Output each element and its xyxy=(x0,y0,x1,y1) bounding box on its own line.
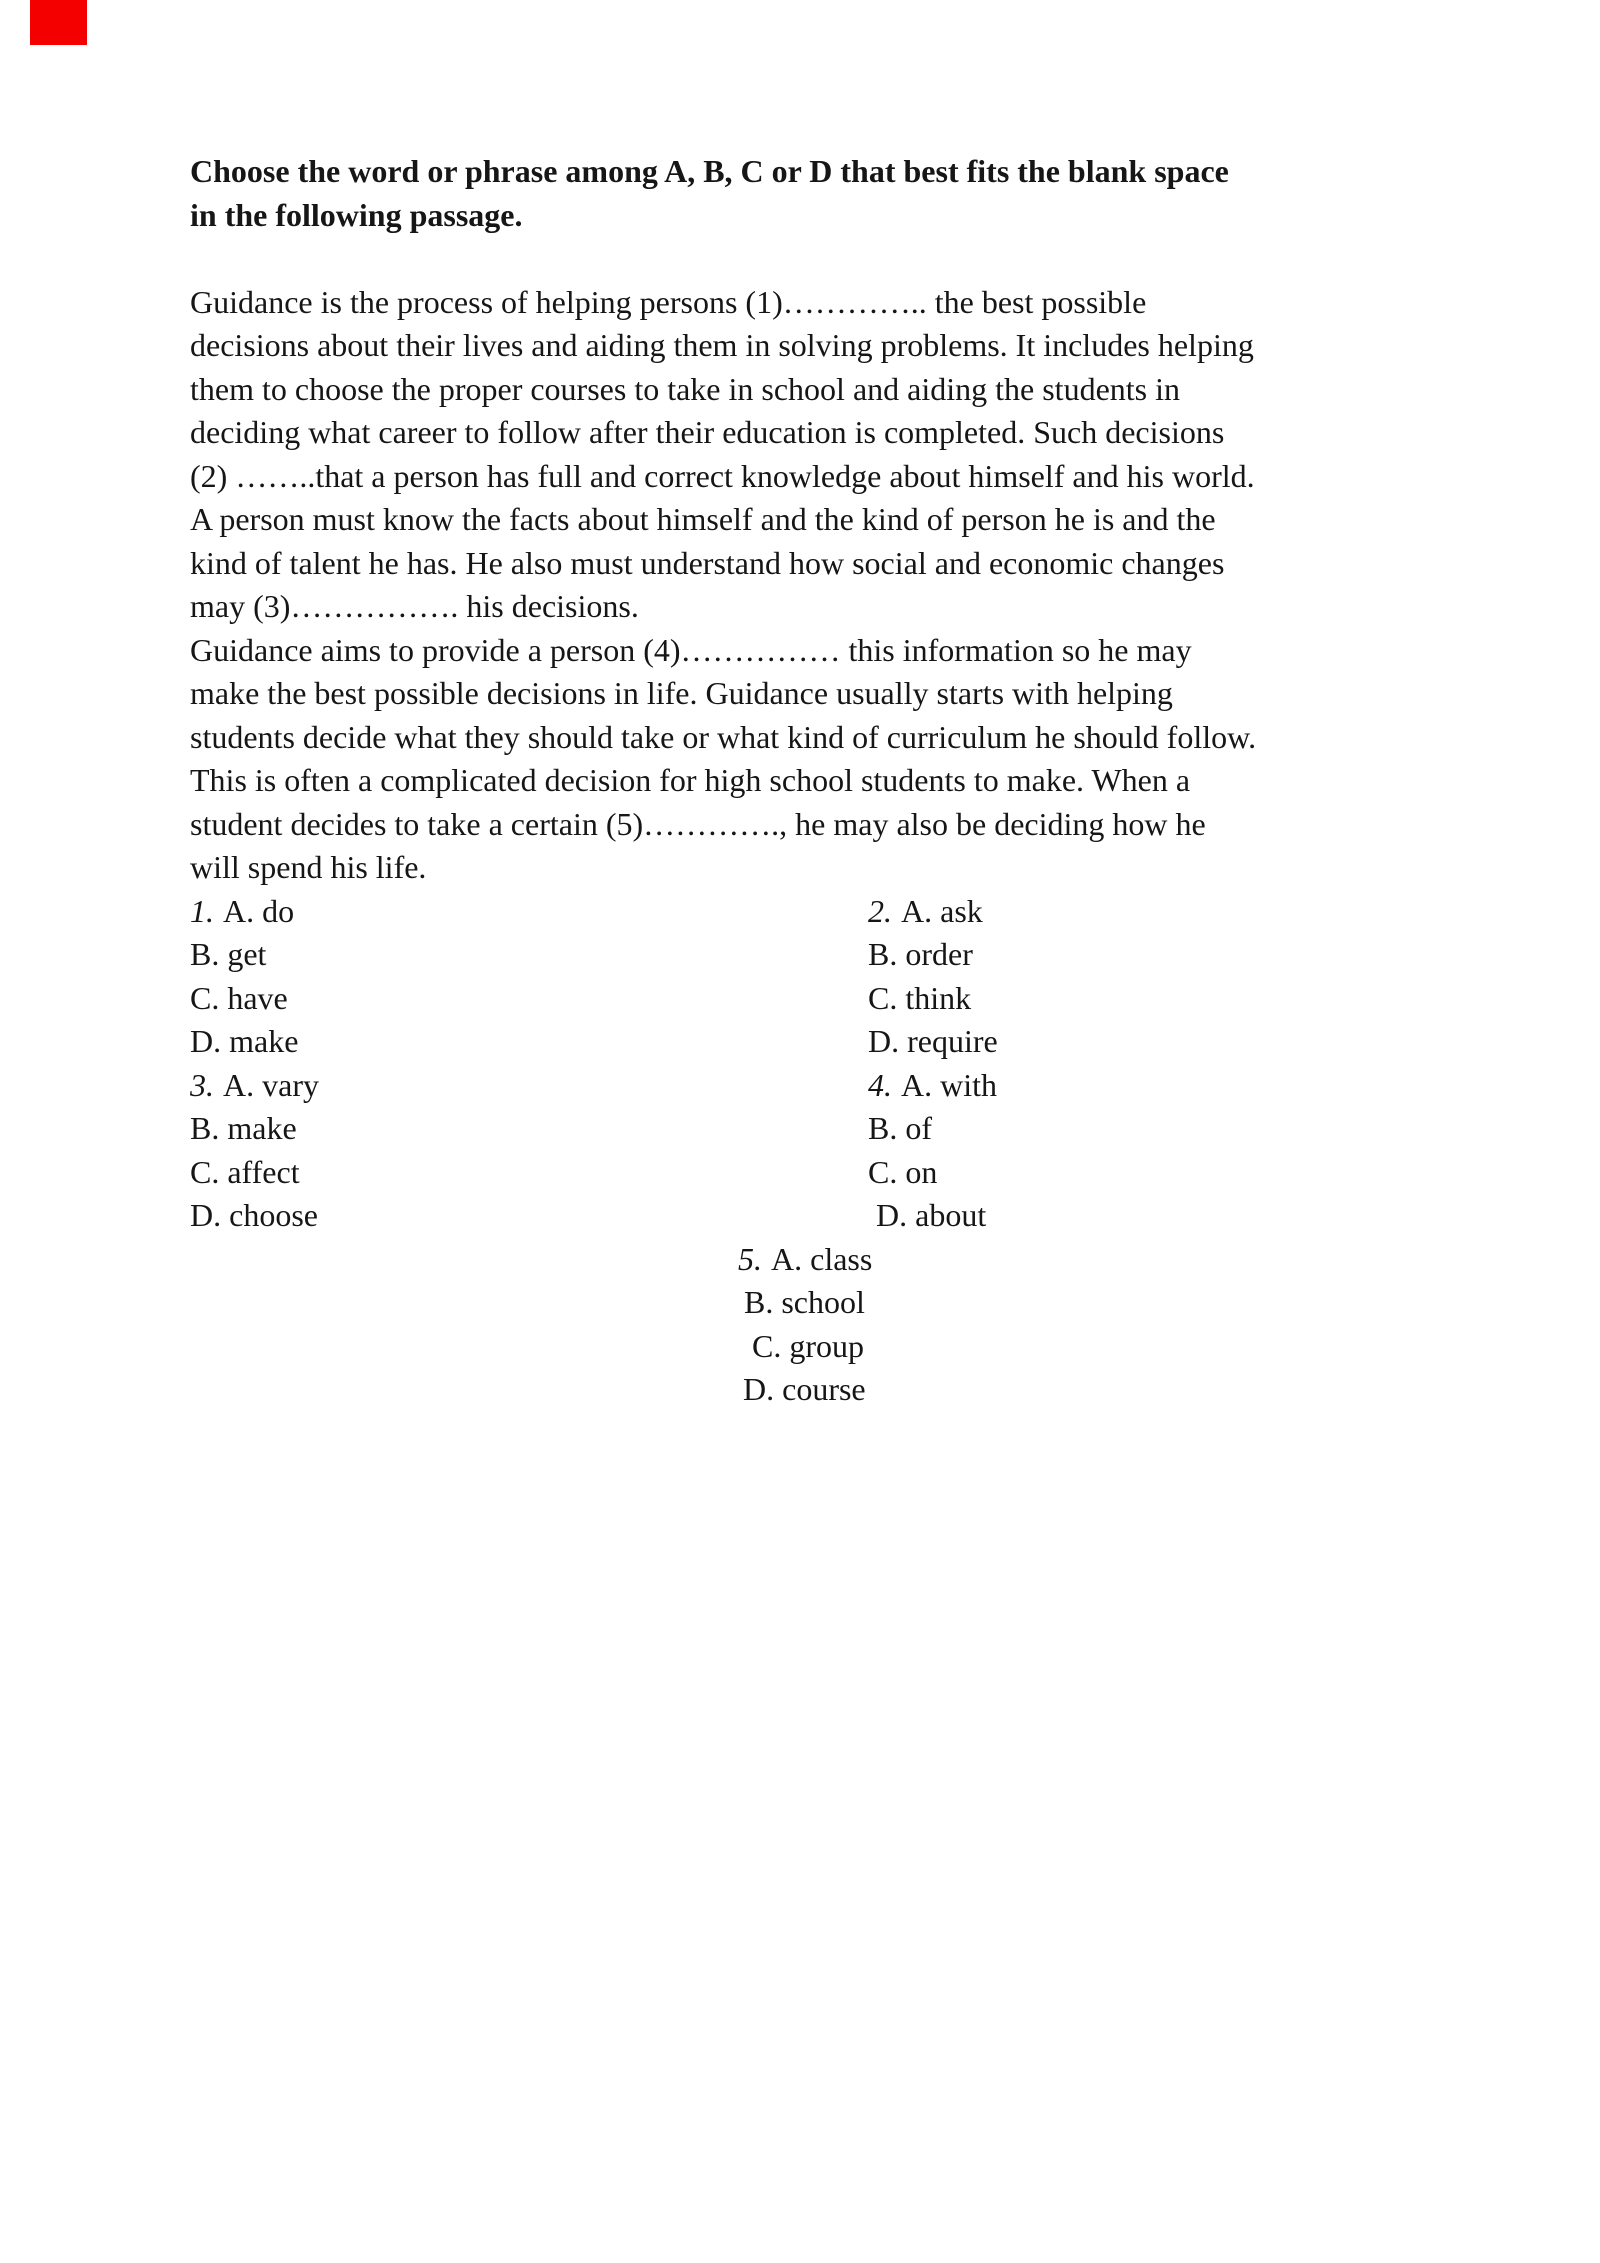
option-text: A. vary xyxy=(223,1066,319,1103)
option-cell xyxy=(190,1110,297,1146)
option-cell xyxy=(868,933,973,977)
passage-line: may (3)……………. his decisions. xyxy=(190,588,639,624)
option-cell xyxy=(190,1154,300,1190)
option-text: C. on xyxy=(868,1153,938,1190)
passage-line: Guidance aims to provide a person (4)…………… this information so he may xyxy=(190,631,1192,668)
option-cell xyxy=(868,1020,998,1064)
option-cell xyxy=(876,1194,986,1238)
option-cell xyxy=(190,1067,319,1103)
passage-line: students decide what they should take or what kind of curriculum he should follow. xyxy=(190,718,1257,755)
options-row xyxy=(190,1151,1430,1195)
passage-line: will spend his life. xyxy=(190,849,427,885)
option-text: A. with xyxy=(901,1066,997,1103)
passage-line: decisions about their lives and aiding them in solving problems. It includes helping xyxy=(190,327,1254,363)
option-text: A. class xyxy=(771,1240,873,1277)
option-text: D. course xyxy=(743,1371,866,1407)
options-row xyxy=(190,1064,1430,1108)
option-cell xyxy=(868,977,971,1021)
option-text: C. affect xyxy=(190,1153,300,1190)
passage-line: This is often a complicated decision for high school students to make. When a xyxy=(190,762,1191,798)
options-row xyxy=(190,1194,1430,1238)
option-cell xyxy=(868,890,983,934)
blank-line xyxy=(190,237,1430,281)
options-row xyxy=(190,890,1430,934)
option-text: C. think xyxy=(868,979,972,1016)
passage-line: them to choose the proper courses to take in school and aiding the students in xyxy=(190,370,1180,407)
option-text: B. get xyxy=(190,936,267,972)
question-1-number: 1. xyxy=(190,892,214,929)
passage-line: A person must know the facts about himself and the kind of person he is and the xyxy=(190,501,1216,537)
options-row xyxy=(190,977,1430,1021)
option-text: C. group xyxy=(752,1327,864,1364)
options-row xyxy=(190,933,1430,977)
question-5-option-row xyxy=(190,1281,1430,1325)
question-4-number: 4. xyxy=(868,1066,892,1103)
option-text: D. require xyxy=(868,1023,998,1059)
option-cell xyxy=(190,893,294,929)
question-5-option-row xyxy=(190,1238,1430,1282)
passage-line: deciding what career to follow after their education is completed. Such decisions xyxy=(190,414,1225,450)
option-text: D. about xyxy=(876,1197,987,1233)
option-text: B. order xyxy=(868,936,973,972)
question-5-option-row xyxy=(190,1325,1430,1369)
option-cell xyxy=(190,1023,298,1059)
passage-line: kind of talent he has. He also must understand how social and economic changes xyxy=(190,544,1225,581)
option-text: C. have xyxy=(190,979,288,1016)
option-text: D. choose xyxy=(190,1197,318,1233)
option-cell xyxy=(868,1107,932,1151)
question-3-number: 3. xyxy=(190,1066,214,1103)
option-cell xyxy=(190,980,288,1016)
options-row xyxy=(190,1020,1430,1064)
passage-line: (2) ……..that a person has full and correct knowledge about himself and his world. xyxy=(190,457,1255,494)
option-cell xyxy=(190,936,266,972)
question-2-number: 2. xyxy=(868,892,892,929)
passage-line: student decides to take a certain (5)…………., he may also be deciding how he xyxy=(190,805,1206,842)
passage-line: Guidance is the process of helping persons (1)………….. the best possible xyxy=(190,283,1147,320)
passage-line: make the best possible decisions in life. Guidance usually starts with helping xyxy=(190,675,1173,711)
option-cell xyxy=(868,1064,997,1108)
red-marker xyxy=(30,0,87,45)
option-text: B. school xyxy=(744,1284,865,1320)
option-text: A. do xyxy=(223,892,295,929)
options-row xyxy=(190,1107,1430,1151)
option-cell xyxy=(190,1197,318,1233)
question-5-option-row xyxy=(190,1368,1430,1412)
instruction-heading-line2: in the following passage. xyxy=(190,196,523,233)
question-5-number: 5. xyxy=(738,1240,762,1277)
exam-content xyxy=(190,150,1430,1412)
instruction-heading-line1: Choose the word or phrase among A, B, C or D that best fits the blank space xyxy=(190,153,1229,189)
option-cell xyxy=(868,1151,937,1195)
option-text: B. make xyxy=(190,1110,297,1146)
option-text: A. ask xyxy=(901,892,983,929)
option-text: B. of xyxy=(868,1110,932,1146)
option-text: D. make xyxy=(190,1023,299,1059)
